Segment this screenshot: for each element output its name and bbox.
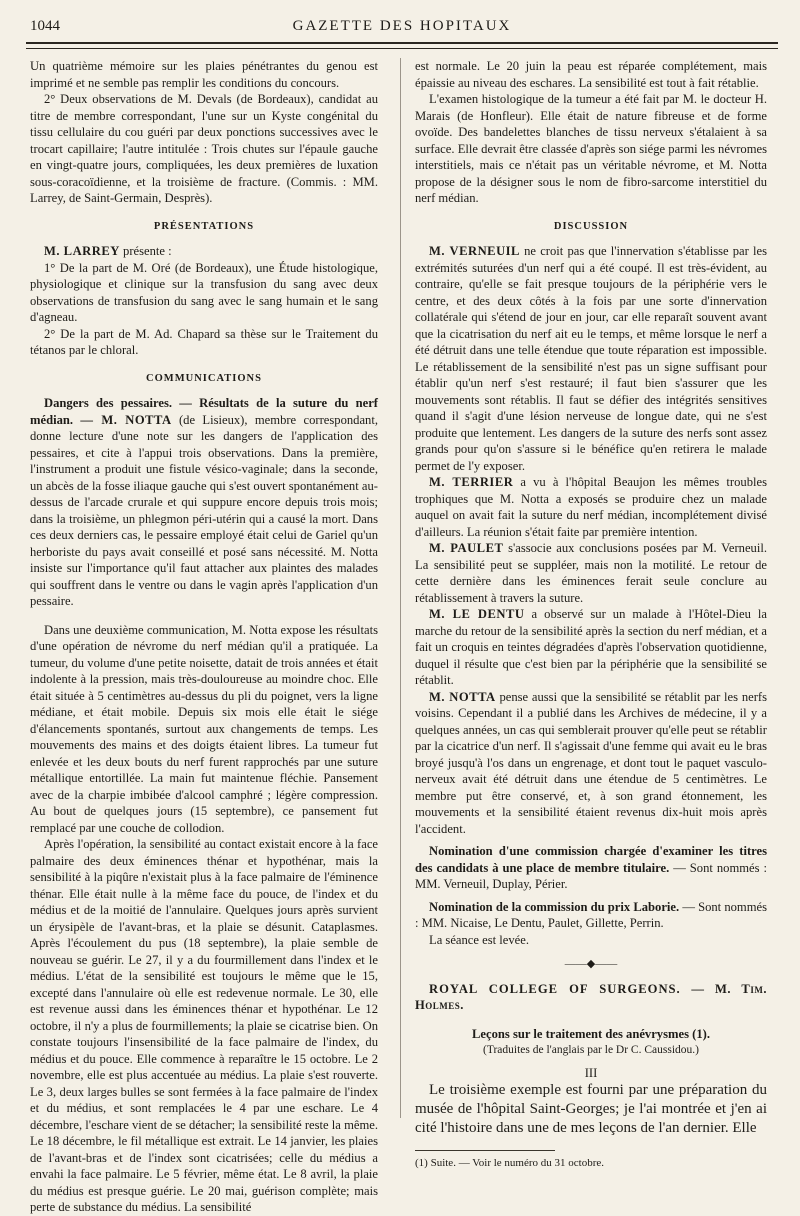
section-separator: ——◆—— (564, 958, 618, 970)
paragraph-sensitivity-normal: est normale. Le 20 juin la peau est réparée complétement, mais épaissie au niveau des eschares. La sensibilité est tout à fait rétablie. (415, 59, 767, 90)
speaker-name: M. TERRIER (429, 475, 514, 489)
footnote: (1) Suite. — Voir le numéro du 31 octobre. (415, 1157, 605, 1169)
paragraph-verneuil: M. VERNEUIL ne croit pas que l'innervation s'établisse par les extrémités suturées d'un nerf qui a été coupé. Il est très-évident, au contraire, qu'elle se fait presque toujours de la périphérie vers le centre, et des deux côtés à la fois par une sorte d'innervation collatérale qui s'étend de jour en jour, car elle reparaît souvent avant que la cicatrisation du nerf ait eu le temps, et même lorsque le nerf a été détruit dans une telle étendue que toute réparation est impossible. Le rétablissement de la sensibilité n'est pas un signe suffisant pour établir qu'un nerf s'est restauré; il faut bien s'assurer que les mouvements sont rétablis. Il faut se défier des intégrités sensitives quand il s'agit d'une lésion nerveuse de longue date, qui ne s'est produite que lentement. Les dangers de la suture des nerfs sont assez grands pour qu'on s'assure si le bénéfice qu'en retirera le malade permet de l'y exposer. (415, 244, 768, 473)
section-heading-discussion: DISCUSSION (553, 220, 629, 232)
section-heading-presentations: PRÉSENTATIONS (153, 220, 255, 232)
lecture-title: Leçons sur le traitement des anévrysmes (1). (472, 1026, 710, 1041)
right-column (415, 58, 767, 1172)
paragraph-second-communication: Dans une deuxième communication, M. Notta expose les résultats d'une opération de névrome du nerf médian qu'il a pratiquée. La tumeur, du volume d'une petite noisette, datait de trois années et était indolente à la pression, mais très-douloureuse au moindre choc. Elle était située à 5 centimètres au-dessus du pli du poignet, vers la ligne médiane, et était mobile. Depuis six mois elle était le siége d'élancements spontanés, surtout aux changements de temps. Les mouvements des mains et des doigts étaient libres. La tumeur fut enlevée et les deux bouts du nerf furent rapprochés par une suture métallique entortillée. La main fut maintenue fléchie. Pansement avec de la charpie imbibée d'alcool camphré ; légère compression. Au bout de quelques jours (15 septembre), ce pansement fut remplacé par une couche de collodion. (30, 622, 378, 835)
speaker-name: M. VERNEUIL (429, 244, 520, 258)
paragraph-nomination-laborie: Nomination de la commission du prix Laborie. — Sont nommés : MM. Nicaise, Le Dentu, Paulet, Gillette, Perrin. (415, 899, 767, 930)
paragraph-royal-college: ROYAL COLLEGE OF SURGEONS. — M. Tim. Holmes. (415, 981, 767, 1012)
header-rule-thick (26, 42, 778, 44)
paragraph-le-dentu: M. LE DENTU a observé sur un malade à l'Hôtel-Dieu la marche du retour de la sensibilité après la section du nerf médian, et a fait un croquis en teintes dégradées d'après l'observation quotidienne, duquel il résulte que c'est bien par la périphérie que la sensibilité se rétablit. (415, 607, 768, 687)
paragraph-notta-communication: Dangers des pessaires. — Résultats de la suture du nerf médian. — M. NOTTA (de Lisieux), membre correspondant, donne lecture d'une note sur les dangers de l'application des pessaires, et cite à l'appui trois observations. Dans la première, l'instrument a produit une fistule vésico-vaginale; dans la seconde, un abcès de la fosse iliaque gauche qui s'est ouvert spontanément au-dessus de l'arcade crurale et qui suppure encore depuis trois mois; dans la troisième, un phlegmon péri-utérin qui a causé la mort. Dans ces deux derniers cas, le pessaire employé était celui de Gariel qu'un herboriste du pays avait conseillé et posé sans nécessité. M. Notta insiste sur l'importance qu'il faut attacher aux plaintes des malades qui souffrent dans le ventre ou dans le vagin après l'application d'un pessaire. (30, 396, 378, 608)
paragraph-third-example: Le troisième exemple est fourni par une préparation du musée de l'hôpital Saint-Georges; je l'ai montrée et j'en ai cité l'histoire dans une de mes leçons de l'an dernier. Elle (415, 1082, 767, 1136)
communication-title: Dangers des pessaires. — Résultats de la suture du nerf médian. (30, 396, 378, 427)
paragraph-paulet: M. PAULET s'associe aux conclusions posées par M. Verneuil. La sensibilité peut se suppléer, mais non la motilité. Le retour de cette dernière dans les éminences ferait seule conclure au rétablissement à travers la suture. (415, 541, 767, 605)
royal-college-heading: ROYAL COLLEGE OF SURGEONS. (429, 981, 681, 996)
speaker-name: — M. NOTTA (80, 412, 172, 427)
paragraph-after-operation: Après l'opération, la sensibilité au contact existait encore à la face palmaire des deux éminences thénar et hypothénar, mais la sensibilité à la piqûre n'existait plus à la face palmaire de l'éminence thénar. Elle était nulle à la même face du pouce, de l'index et du médius et de la moitié de l'annulaire. Quelques jours après survient un érysipèle de l'avant-bras, et la plaie se désunit. Cataplasmes. Après l'écoulement du pus (18 septembre), la plaie semble de nouveau se guérir. Le 27, il y a du fourmillement dans l'index et le médius. L'état de la sensibilité est toujours le même que le 15, excepté dans l'annulaire où elle est redevenue normale. Le 30, elle est revenue aussi dans les éminences thénar et hypothénar. Le 12 octobre, il n'y a plus de fourmillements; la plaie se cicatrise bien. On constate toujours l'insensibilité de la face palmaire de l'index, du médius et du pouce. Elle commence à reparaître le 15 octobre. Le 2 novembre, elle est plus accentuée au médius. La plaie s'est rouverte. Le 3, deux larges bulles se sont fermées à la face palmaire de l'index et du médius, et sont remplacées le 4 par une eschare. Le 4 décembre, l'eschare vient de se détacher; la sensibilité reste la même. Le 18 décembre, le fil métallique est extrait. Le 14 janvier, les plaies de l'avant-bras et de l'index sont cicatrisées; celle du médius a envahi la face palmaire. Le 5 février, même état. Le 8 avril, la plaie du médius est presque guérie. Le 20 mai, guérison complète; mais perte de substance du médius. La sensibilité (30, 837, 378, 1214)
speaker-name: M. PAULET (429, 541, 504, 555)
paragraph-devals-observations: 2° Deux observations de M. Devals (de Bordeaux), candidat au titre de membre correspondant, l'une sur un Kyste congénital du tissu cellulaire du cou guéri par deux ponctions successives avec le trocart capillaire; l'autre intitulée : Trois chutes sur l'épaule gauche en vingt-quatre jours, compliquées, les deux premières de luxation sous-coracoïdienne, et la troisième de fracture. (Commis. : MM. Larrey, de Saint-Germain, Desprès). (30, 92, 378, 205)
header-rule-thin (26, 48, 778, 49)
paragraph-histology: L'examen histologique de la tumeur a été fait par M. le docteur H. Marais (de Honfleur). Elle était de nature fibreuse et de forme ovoïde. Des bandelettes blanches de tissu nerveux s'étalaient à sa surface. Elle devrait être classée d'après son siége parmi les névromes interstitiels, mais ce n'était pas un véritable névrome, et M. Notta propose de la désigner sous le nom de fibro-sarcome interstitiel du nerf médian. (415, 92, 767, 205)
section-heading-communications: COMMUNICATIONS (146, 372, 262, 384)
paragraph-presentation-1: 1° De la part de M. Oré (de Bordeaux), une Étude histologique, physiologique et clinique sur la transfusion du sang avec deux observations de transfusion du sang avec le sang humain et le sang d'agneau. (30, 260, 378, 324)
lecture-roman-numeral: III (584, 1065, 598, 1080)
paragraph-terrier: M. TERRIER a vu à l'hôpital Beaujon les mêmes troubles trophiques que M. Notta a exposés se produire chez un malade auquel on avait fait la suture du nerf médian, incomplétement divisé d'ailleurs. La réunion s'était faite par première intention. (415, 475, 767, 539)
speaker-name: M. LE DENTU (429, 607, 525, 621)
paragraph-nomination-commission: Nomination d'une commission chargée d'examiner les titres des candidats à une place de membre titulaire. — Sont nommés : MM. Verneuil, Duplay, Périer. (415, 844, 767, 891)
speaker-name: M. NOTTA (429, 689, 496, 704)
nomination-title: Nomination de la commission du prix Laborie. (429, 899, 680, 914)
translator-credit: (Traduites de l'anglais par le Dr C. Caussidou.) (483, 1044, 699, 1056)
paragraph-fourth-memoir: Un quatrième mémoire sur les plaies pénétrantes du genou est imprimé et ne semble pas remplir les conditions du concours. (30, 59, 378, 90)
speaker-name: M. LARREY (44, 244, 120, 258)
paragraph-larrey-presents: M. LARREY présente : (44, 244, 172, 258)
paragraph-notta-reply: M. NOTTA pense aussi que la sensibilité se rétablit par les nerfs voisins. Cependant il a publié dans les Archives de médecine, il y a quelques années, un cas qui semblerait prouver qu'elle peut se rétablir par la cicatrice d'un nerf. Il s'agissait d'une femme qui avait eu le bras broyé jusqu'à l'os dans un engrenage, et dont tout le paquet vasculo-nerveux avait été détruit dans une étendue de 5 centimètres. Le membre put être conservé, et, à son grand étonnement, les mouvements et la sensibilité étaient revenus dix-huit mois après l'accident. (415, 689, 767, 836)
column-divider (400, 58, 401, 1118)
footnote-rule (415, 1150, 555, 1151)
left-column (30, 58, 378, 1216)
newspaper-title: GAZETTE DES HOPITAUX (292, 18, 512, 34)
paragraph-presentation-2: 2° De la part de M. Ad. Chapard sa thèse sur le Traitement du tétanos par le chloral. (30, 326, 378, 357)
page-header (26, 14, 778, 54)
paragraph-seance-levee: La séance est levée. (429, 932, 529, 947)
nomination-title: Nomination d'une commission chargée d'examiner les titres des candidats à une place de membre titulaire. (415, 844, 767, 875)
page-number: 1044 (30, 18, 60, 34)
